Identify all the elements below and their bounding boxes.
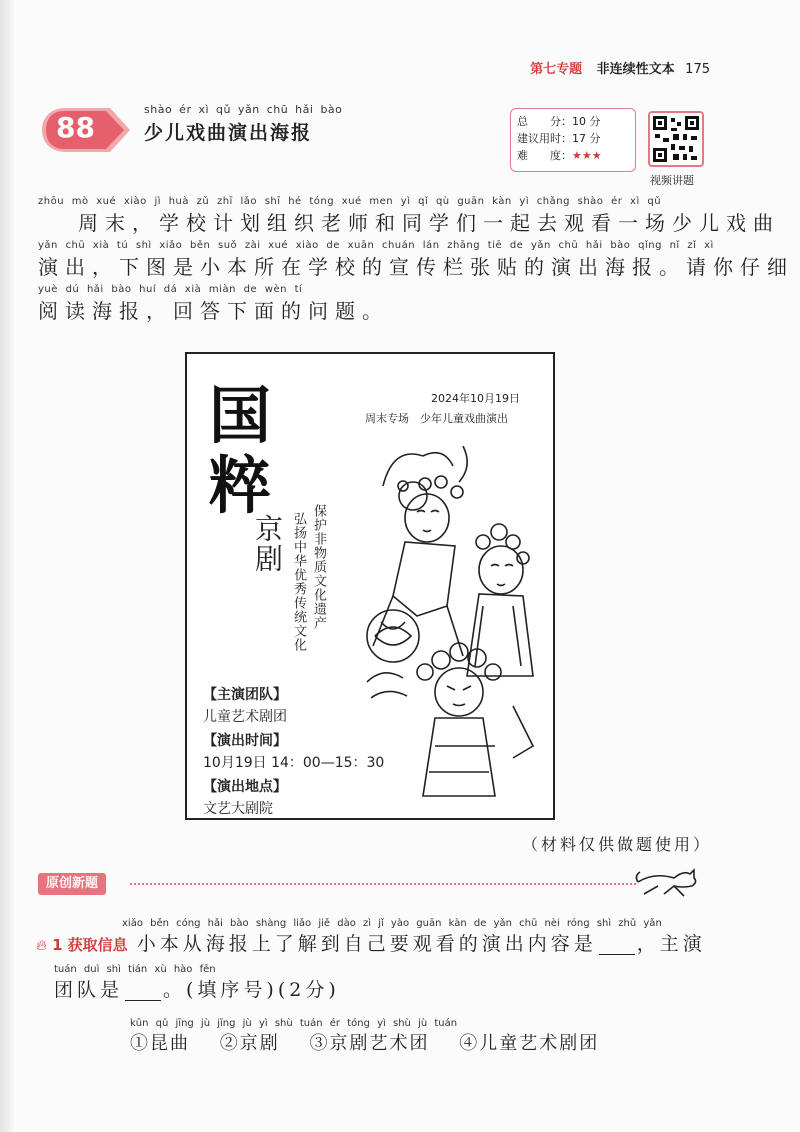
place-heading: 【演出地点】	[203, 779, 287, 795]
question-text: 团队是	[54, 979, 124, 1001]
exercise-title-block	[144, 103, 342, 145]
option-3[interactable]: ③京剧艺术团	[309, 1033, 430, 1054]
material-note: （材料仅供做题使用）	[521, 835, 712, 854]
title-pinyin: shào ér xì qǔ yǎn chū hǎi bào	[144, 103, 343, 116]
topic-label: 第七专题	[530, 62, 583, 77]
exercise-number-badge	[40, 104, 132, 156]
original-question-tag: 原创新题	[38, 873, 106, 895]
page-number: 175	[685, 62, 710, 77]
answer-options	[130, 1018, 621, 1055]
answer-blank-2[interactable]	[125, 981, 161, 1001]
score-label: 总 分：	[517, 115, 572, 128]
question-text: 小本从海报上了解到自己要观看的演出内容是	[136, 933, 597, 955]
poster-slogan-1: 保护非物质文化遗产	[311, 504, 326, 630]
section-label: 非连续性文本	[596, 62, 675, 77]
question-text: 。(填序号)(2分)	[163, 979, 340, 1001]
answer-blank-1[interactable]	[599, 935, 635, 955]
score-value: 10 分	[572, 115, 601, 128]
qr-code-icon[interactable]	[648, 111, 704, 167]
question-tag: 获取信息	[67, 936, 128, 954]
poster-big-char: 粹	[209, 449, 272, 522]
time-label: 建议用时：	[517, 132, 572, 145]
question-pinyin: xiǎo běn cóng hǎi bào shàng liǎo jiě dào zì jǐ yào guān kàn de yǎn chū nèi róng shì zhǔ yǎn	[122, 918, 662, 929]
intro-pinyin: yuè dú hǎi bào huí dá xià miàn de wèn tí	[38, 284, 303, 295]
difficulty-stars: ★★★	[572, 149, 602, 162]
place-value: 文艺大剧院	[203, 801, 273, 817]
page-binding	[0, 0, 14, 1132]
opera-figures-illustration	[363, 446, 543, 806]
poster-big-char: 国	[209, 379, 272, 452]
question-text: ，主演	[636, 933, 706, 955]
exercise-meta	[510, 108, 636, 172]
option-2[interactable]: ②京剧	[219, 1033, 280, 1054]
difficulty-label: 难 度：	[517, 149, 572, 162]
time-value: 17 分	[572, 132, 601, 145]
option-4[interactable]: ④儿童艺术剧团	[459, 1033, 600, 1054]
intro-text: 周末，学校计划组织老师和同学们一起去观看一场少儿戏曲	[78, 211, 780, 235]
intro-line	[38, 196, 780, 236]
intro-pinyin: zhōu mò xué xiào jì huà zǔ zhī lǎo shī hé tóng xué men yì qǐ qù guān kàn yì chǎng shào ér xì qǔ	[38, 196, 662, 207]
intro-line	[38, 240, 794, 280]
opera-poster	[185, 352, 555, 820]
team-heading: 【主演团队】	[203, 687, 287, 703]
team-value: 儿童艺术剧团	[203, 709, 287, 725]
question-number: 1	[52, 936, 63, 954]
question-pinyin: tuán duì shì tián xù hào fēn	[54, 964, 216, 975]
intro-pinyin: yǎn chū xià tú shì xiǎo běn suǒ zài xué xiào de xuān chuán lán zhāng tiē de yǎn chū hǎi bào qǐng nǐ zǐ xì	[38, 240, 714, 251]
time-value: 10月19日 14：00—15：30	[203, 755, 385, 771]
intro-text: 演出，下图是小本所在学校的宣传栏张贴的演出海报。请你仔细	[38, 255, 794, 279]
running-cat-icon	[634, 866, 700, 898]
qr-label: 视频讲题	[650, 174, 694, 187]
poster-slogan-2: 弘扬中华优秀传统文化	[291, 512, 306, 652]
intro-line	[38, 284, 738, 324]
poster-date: 2024年10月19日	[431, 392, 520, 405]
intro-text: 阅读海报，回答下面的问题。	[38, 299, 389, 323]
section-divider	[130, 883, 636, 885]
poster-opera-name: 京剧	[251, 514, 284, 574]
intro-paragraph	[38, 196, 794, 328]
running-head	[530, 58, 710, 77]
options-pinyin: kūn qǔ jīng jù jīng jù yì shù tuán ér tóng yì shù jù tuán	[130, 1018, 458, 1029]
question-1	[36, 918, 746, 1002]
poster-subtitle: 周末专场 少年儿童戏曲演出	[365, 412, 508, 425]
flame-icon: 🔥︎	[36, 936, 48, 954]
option-1[interactable]: ①昆曲	[130, 1033, 190, 1054]
exercise-number: 88	[56, 111, 95, 144]
exercise-title: 少儿戏曲演出海报	[144, 122, 313, 144]
time-heading: 【演出时间】	[203, 733, 287, 749]
